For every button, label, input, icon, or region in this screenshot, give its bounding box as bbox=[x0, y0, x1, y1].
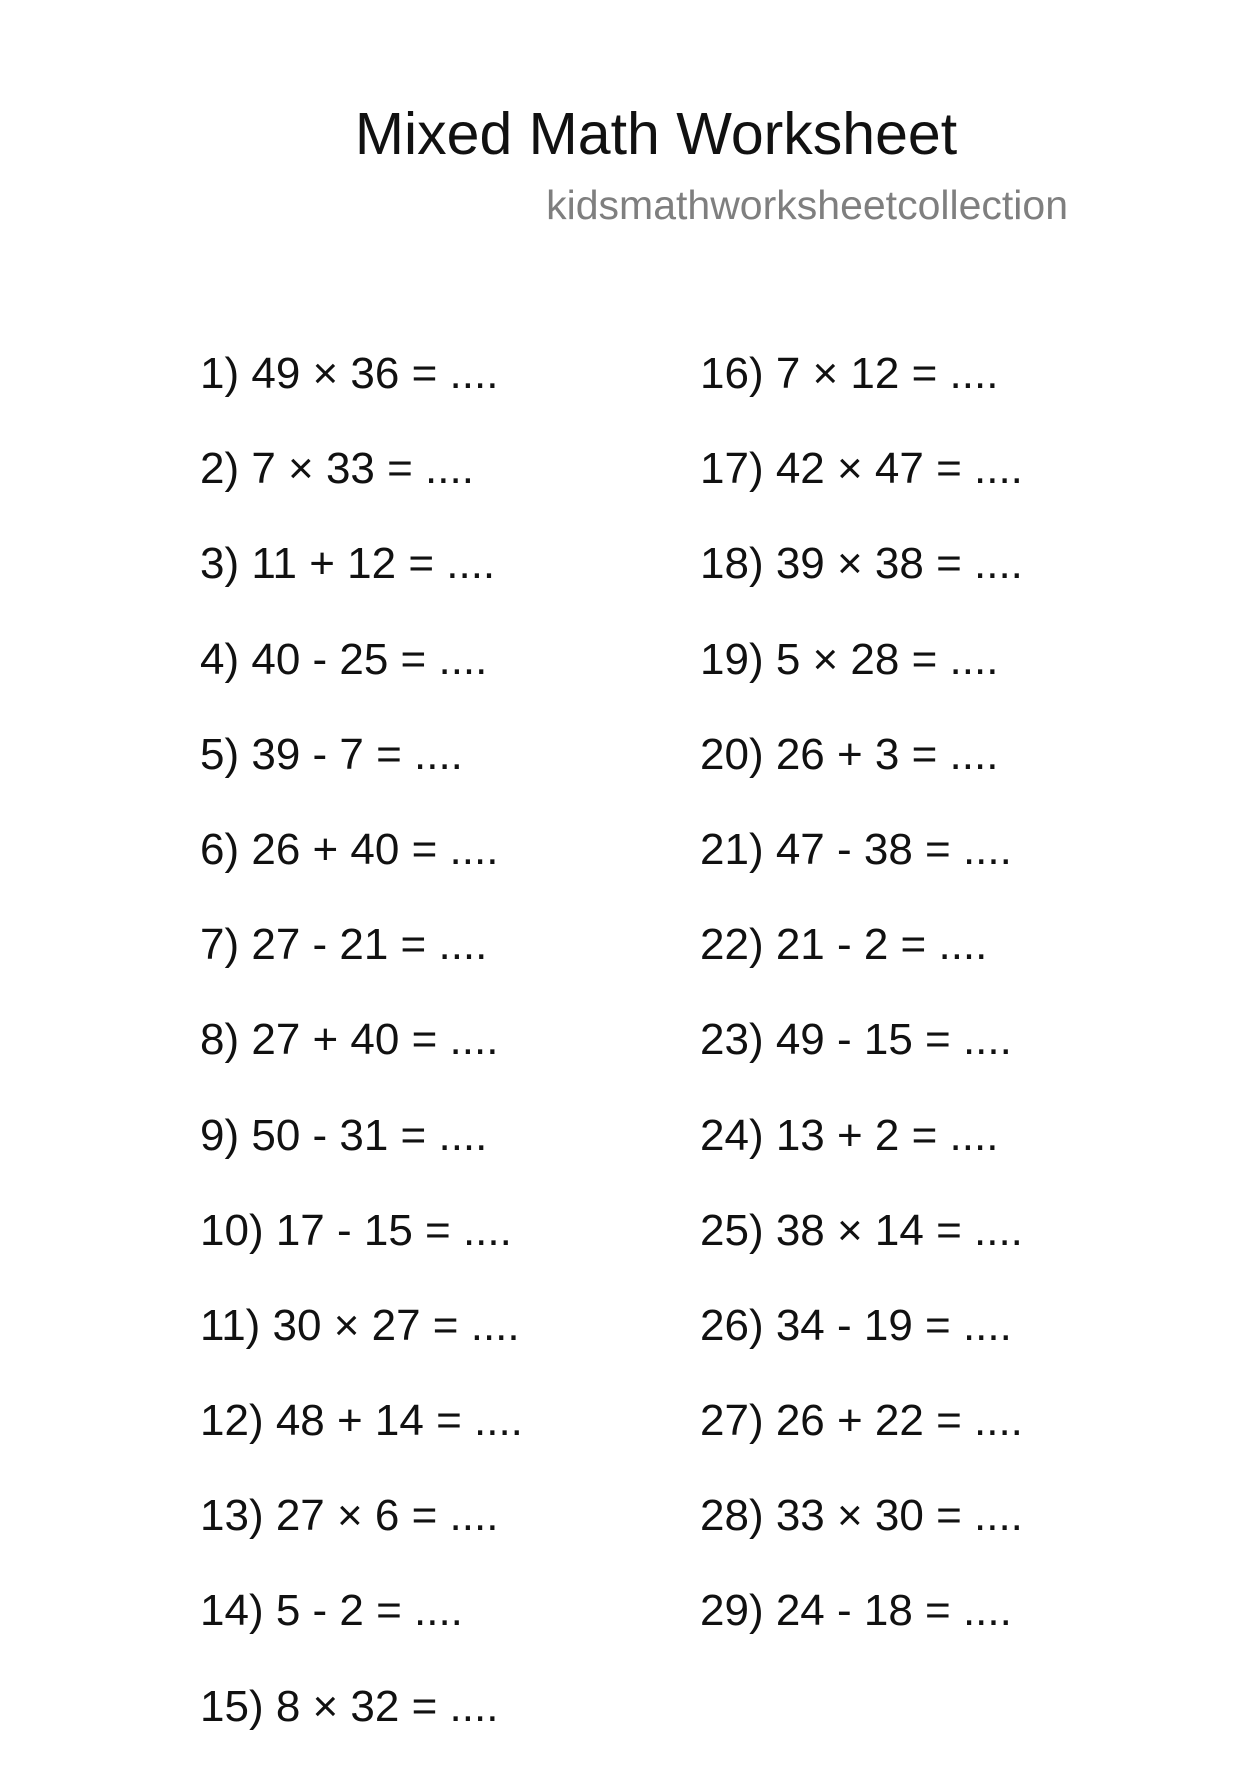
problem-18: 18) 39 × 38 = .... bbox=[700, 539, 1023, 589]
problem-1: 1) 49 × 36 = .... bbox=[200, 349, 499, 398]
problem-21: 21) 47 - 38 = .... bbox=[700, 824, 1012, 874]
problem-25: 25) 38 × 14 = .... bbox=[700, 1205, 1023, 1255]
problem-column-left bbox=[200, 348, 523, 1776]
problem-16: 16) 7 × 12 = .... bbox=[700, 349, 999, 398]
page-subtitle: kidsmathworksheetcollection bbox=[546, 182, 1068, 228]
problem-9: 9) 50 - 31 = .... bbox=[200, 1110, 488, 1160]
problem-3: 3) 11 + 12 = .... bbox=[200, 539, 496, 589]
problem-11: 11) 30 × 27 = .... bbox=[200, 1300, 520, 1350]
problem-6: 6) 26 + 40 = .... bbox=[200, 824, 499, 874]
problem-7: 7) 27 - 21 = .... bbox=[200, 920, 488, 970]
problem-28: 28) 33 × 30 = .... bbox=[700, 1491, 1023, 1541]
problem-15: 15) 8 × 32 = .... bbox=[200, 1681, 499, 1731]
problem-24: 24) 13 + 2 = .... bbox=[700, 1110, 999, 1160]
problem-8: 8) 27 + 40 = .... bbox=[200, 1015, 499, 1065]
problem-19: 19) 5 × 28 = .... bbox=[700, 634, 999, 684]
problem-2: 2) 7 × 33 = .... bbox=[200, 444, 474, 494]
problem-13: 13) 27 × 6 = .... bbox=[200, 1491, 499, 1541]
problem-22: 22) 21 - 2 = .... bbox=[700, 920, 988, 970]
problem-column-right bbox=[700, 348, 1023, 1681]
page-title: Mixed Math Worksheet bbox=[354, 101, 958, 167]
problem-12: 12) 48 + 14 = .... bbox=[200, 1396, 523, 1446]
problem-14: 14) 5 - 2 = .... bbox=[200, 1586, 463, 1636]
problem-20: 20) 26 + 3 = .... bbox=[700, 729, 999, 779]
problem-23: 23) 49 - 15 = .... bbox=[700, 1015, 1012, 1065]
problem-4: 4) 40 - 25 = .... bbox=[200, 634, 488, 684]
problem-26: 26) 34 - 19 = .... bbox=[700, 1300, 1012, 1350]
problem-29: 29) 24 - 18 = .... bbox=[700, 1586, 1012, 1636]
problem-17: 17) 42 × 47 = .... bbox=[700, 444, 1023, 494]
problem-27: 27) 26 + 22 = .... bbox=[700, 1396, 1023, 1446]
problem-5: 5) 39 - 7 = .... bbox=[200, 729, 463, 779]
problem-10: 10) 17 - 15 = .... bbox=[200, 1205, 512, 1255]
